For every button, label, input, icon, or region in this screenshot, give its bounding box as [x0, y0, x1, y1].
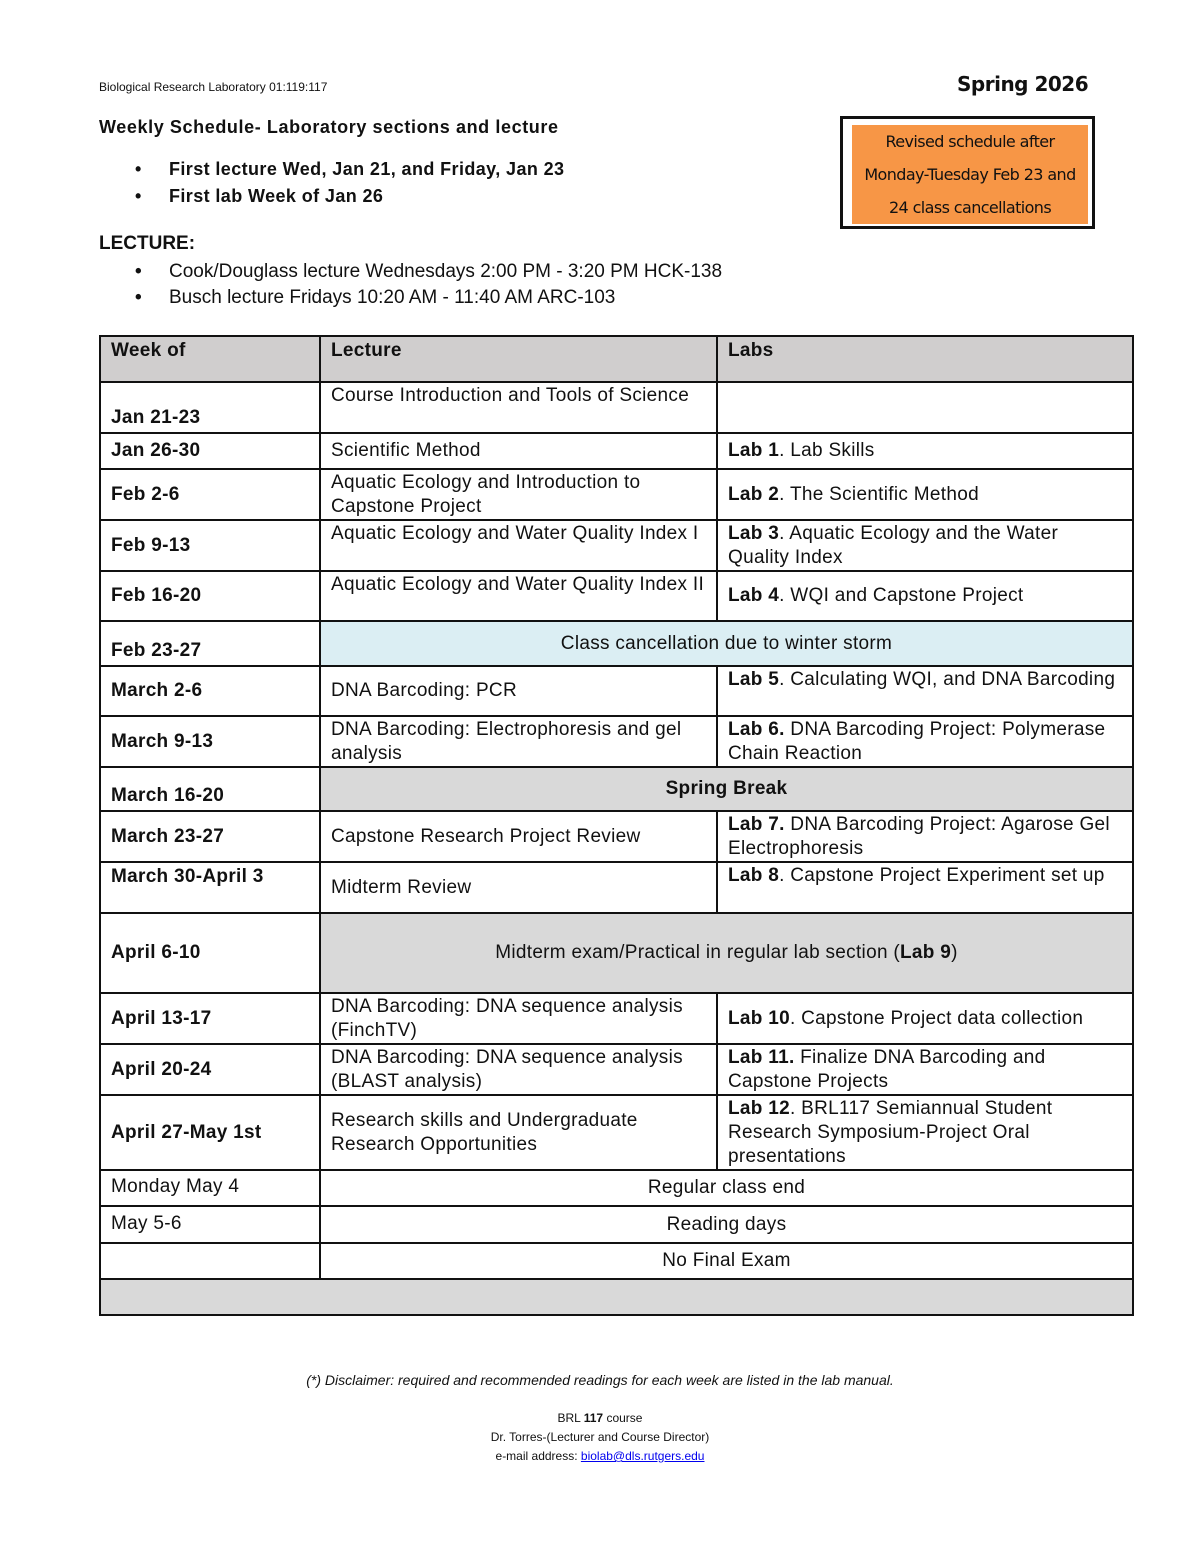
table-row [100, 1243, 1133, 1279]
final-exam-cell: No Final Exam [320, 1243, 1133, 1279]
class-end-cell: Regular class end [320, 1170, 1133, 1206]
week-cell: Feb 23-27 [100, 621, 320, 666]
week-cell: May 5-6 [100, 1206, 320, 1243]
lab-title: . Lab Skills [779, 440, 875, 461]
empty-cell [100, 1279, 1133, 1315]
disclaimer: (*) Disclaimer: required and recommended readings for each week are listed in the lab manual. [306, 1372, 894, 1388]
header-lecture: Lecture [320, 336, 717, 382]
lecture-heading: LECTURE: [99, 233, 196, 254]
lab-number: Lab 4 [728, 585, 780, 606]
table-row [100, 1095, 1133, 1170]
lab-cell [717, 469, 1133, 520]
lecture-cell: Course Introduction and Tools of Science [320, 382, 717, 433]
week-cell: April 20-24 [100, 1044, 320, 1095]
lab-number: Lab 2 [728, 483, 780, 505]
lab-cell [717, 993, 1133, 1044]
list-item: • Busch lecture Fridays 10:20 AM - 11:40 AM ARC-103 [135, 287, 616, 308]
week-cell: Feb 9-13 [100, 520, 320, 571]
lab-cell [717, 666, 1133, 716]
reading-days-cell: Reading days [320, 1206, 1133, 1243]
schedule-table [99, 335, 1134, 1316]
bullet-icon: • [135, 159, 142, 179]
midterm-cell: Midterm exam/Practical in regular lab section (Lab 9) [320, 913, 1133, 993]
email-line: e-mail address: biolab@dls.rutgers.edu [495, 1449, 705, 1463]
lab-cell [717, 716, 1133, 767]
header-labs: Labs [717, 336, 1133, 382]
lecture-cell: DNA Barcoding: DNA sequence analysis (FinchTV) [320, 993, 717, 1044]
lab-title: Finalize DNA Barcoding and Capstone Projects [728, 1047, 1046, 1092]
week-cell: Monday May 4 [100, 1170, 320, 1206]
week-cell: March 23-27 [100, 811, 320, 862]
lab-number: Lab 11. [728, 1047, 795, 1068]
week-cell: April 6-10 [100, 913, 320, 993]
table-row [100, 469, 1133, 520]
lab-cell [717, 520, 1133, 571]
bullet-icon: • [135, 261, 142, 282]
notice-line: 24 class cancellations [888, 198, 1052, 217]
notice-line: Monday-Tuesday Feb 23 and [864, 165, 1076, 184]
lab-number: Lab 9 [900, 942, 952, 963]
email-link[interactable]: biolab@dls.rutgers.edu [580, 1449, 705, 1463]
course-code: Biological Research Laboratory 01:119:117 [99, 80, 328, 94]
first-session-list [99, 157, 564, 211]
week-cell: March 16-20 [100, 767, 320, 811]
lab-cell [717, 382, 1133, 433]
lab-cell [717, 811, 1133, 862]
week-cell: March 2-6 [100, 666, 320, 716]
lab-number: Lab 8 [728, 865, 780, 886]
lab-cell [717, 571, 1133, 621]
director: Dr. Torres-(Lecturer and Course Director) [490, 1430, 710, 1444]
lecture-list [99, 260, 722, 312]
week-cell: April 13-17 [100, 993, 320, 1044]
spring-break-cell: Spring Break [320, 767, 1133, 811]
table-row [100, 382, 1133, 433]
table-row [100, 811, 1133, 862]
week-cell: Feb 2-6 [100, 469, 320, 520]
lab-cell [717, 1044, 1133, 1095]
lab-title: . The Scientific Method [779, 483, 979, 505]
bullet-icon: • [135, 186, 142, 206]
lecture-cell: Aquatic Ecology and Introduction to Capstone Project [320, 469, 717, 520]
revision-notice [852, 125, 1088, 224]
lab-title: DNA Barcoding Project: Agarose Gel Electrophoresis [728, 814, 1110, 859]
lab-cell [717, 433, 1133, 469]
lecture-cell: DNA Barcoding: PCR [320, 666, 717, 716]
table-row-midterm [100, 913, 1133, 993]
lab-title: . Capstone Project Experiment set up [779, 865, 1105, 886]
lab-number: Lab 12 [728, 1098, 790, 1119]
table-row-empty [100, 1279, 1133, 1315]
lab-cell [717, 1095, 1133, 1170]
week-cell: March 30-April 3 [100, 862, 320, 913]
lab-cell [717, 862, 1133, 913]
week-cell: Jan 26-30 [100, 433, 320, 469]
lecture-cell: DNA Barcoding: DNA sequence analysis (BLAST analysis) [320, 1044, 717, 1095]
lecture-cell: Scientific Method [320, 433, 717, 469]
footer [0, 1409, 1200, 1466]
notice-line: Revised schedule after [885, 132, 1055, 151]
bullet-icon: • [135, 287, 142, 308]
lab-number: Lab 3 [728, 523, 780, 544]
lecture-cell: Research skills and Undergraduate Research Opportunities [320, 1095, 717, 1170]
table-row [100, 862, 1133, 913]
lecture-cell: Aquatic Ecology and Water Quality Index I [320, 520, 717, 571]
lab-title: . WQI and Capstone Project [779, 585, 1024, 606]
page-title: Weekly Schedule- Laboratory sections and lecture [99, 117, 559, 137]
table-row [100, 520, 1133, 571]
week-cell: Feb 16-20 [100, 571, 320, 621]
lab-title: . BRL117 Semiannual Student Research Symposium-Project Oral presentations [728, 1098, 1053, 1167]
table-header-row [100, 336, 1133, 382]
list-item: • Cook/Douglass lecture Wednesdays 2:00 PM - 3:20 PM HCK-138 [135, 261, 723, 282]
table-row [100, 993, 1133, 1044]
table-row-break [100, 767, 1133, 811]
week-cell: Jan 21-23 [100, 382, 320, 433]
lab-number: Lab 1 [728, 440, 780, 461]
lab-number: Lab 7. [728, 814, 785, 835]
list-item: • First lab Week of Jan 26 [135, 186, 384, 206]
table-row [100, 716, 1133, 767]
week-cell: April 27-May 1st [100, 1095, 320, 1170]
lab-number: Lab 6. [728, 719, 785, 740]
lab-title: . Aquatic Ecology and the Water Quality Index [728, 523, 1059, 568]
lecture-cell: Capstone Research Project Review [320, 811, 717, 862]
week-cell: March 9-13 [100, 716, 320, 767]
table-row-cancellation [100, 621, 1133, 666]
lab-title: . Capstone Project data collection [790, 1007, 1084, 1029]
table-row [100, 1044, 1133, 1095]
course-label: BRL 117 course [557, 1411, 643, 1425]
term-label: Spring 2026 [957, 72, 1089, 96]
lab-number: Lab 5 [728, 669, 780, 690]
cancellation-cell: Class cancellation due to winter storm [320, 621, 1133, 666]
lab-title: DNA Barcoding Project: Polymerase Chain Reaction [728, 719, 1106, 764]
table-row [100, 1170, 1133, 1206]
table-row [100, 1206, 1133, 1243]
table-row [100, 571, 1133, 621]
lab-title: . Calculating WQI, and DNA Barcoding [779, 669, 1116, 690]
lecture-cell: Aquatic Ecology and Water Quality Index II [320, 571, 717, 621]
lecture-cell: Midterm Review [320, 862, 717, 913]
table-row [100, 433, 1133, 469]
week-cell [100, 1243, 320, 1279]
table-row [100, 666, 1133, 716]
lecture-cell: DNA Barcoding: Electrophoresis and gel analysis [320, 716, 717, 767]
lab-number: Lab 10 [728, 1007, 790, 1029]
header-week: Week of [100, 336, 320, 382]
list-item: • First lecture Wed, Jan 21, and Friday, Jan 23 [135, 159, 565, 179]
